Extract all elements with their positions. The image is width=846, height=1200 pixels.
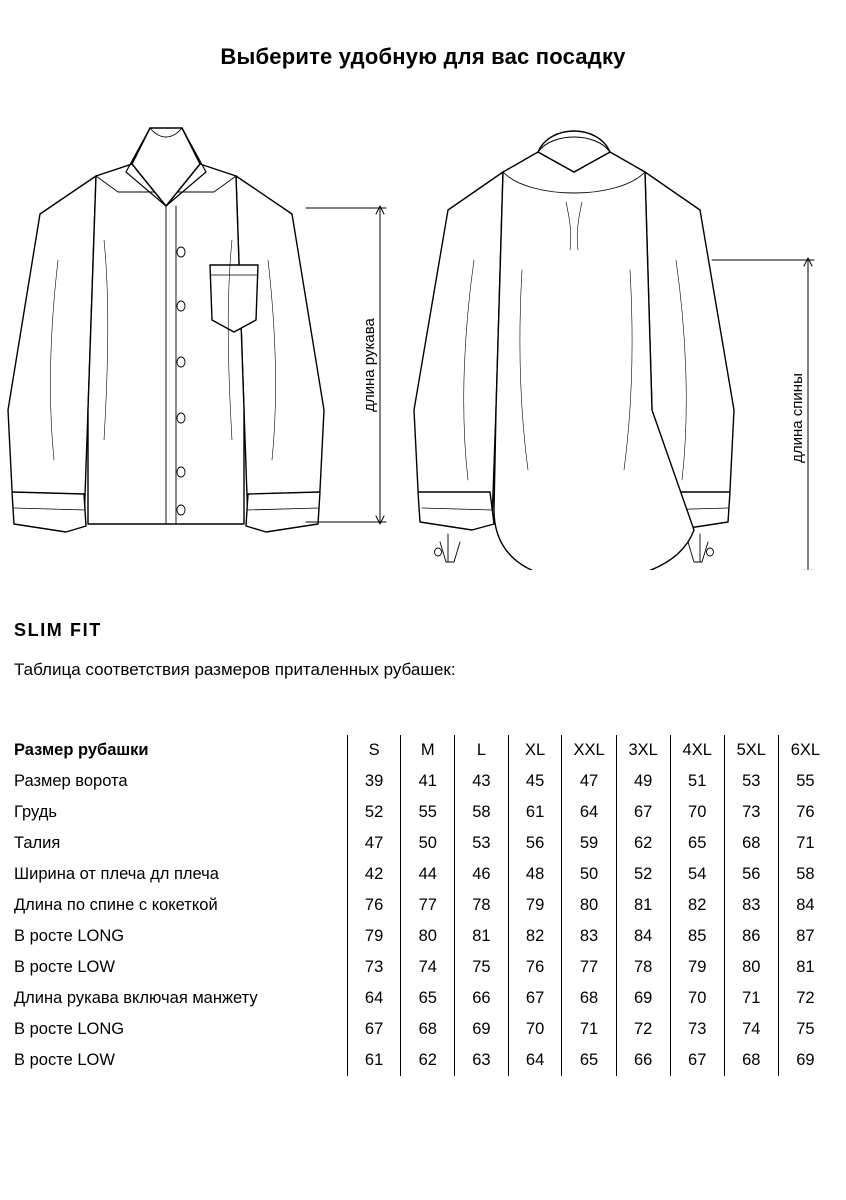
measurement-value: 52 <box>616 859 670 890</box>
measurement-value: 42 <box>347 859 401 890</box>
measurement-value: 43 <box>455 766 509 797</box>
measurement-value: 75 <box>778 1014 832 1045</box>
measurement-value: 56 <box>508 828 562 859</box>
measurement-value: 71 <box>724 983 778 1014</box>
measurement-value: 87 <box>778 921 832 952</box>
measurement-value: 55 <box>401 797 455 828</box>
table-row <box>14 828 832 859</box>
measurement-value: 82 <box>670 890 724 921</box>
measurement-value: 62 <box>401 1045 455 1076</box>
measurement-label: В росте LOW <box>14 958 115 976</box>
size-column-header: S <box>347 735 401 766</box>
table-row <box>14 797 832 828</box>
measurement-value: 66 <box>616 1045 670 1076</box>
measurement-value: 68 <box>401 1014 455 1045</box>
measurement-value: 72 <box>616 1014 670 1045</box>
measurement-value: 84 <box>778 890 832 921</box>
measurement-value: 84 <box>616 921 670 952</box>
size-column-header: 4XL <box>670 735 724 766</box>
measurement-value: 86 <box>724 921 778 952</box>
table-row <box>14 1045 832 1076</box>
measurement-value: 67 <box>508 983 562 1014</box>
measurement-value: 75 <box>455 952 509 983</box>
measurement-value: 80 <box>724 952 778 983</box>
measurement-value: 79 <box>347 921 401 952</box>
measurement-value: 69 <box>778 1045 832 1076</box>
measurement-value: 45 <box>508 766 562 797</box>
measurement-value: 49 <box>616 766 670 797</box>
measurement-value: 74 <box>724 1014 778 1045</box>
sleeve-length-label: длина рукава <box>361 318 378 412</box>
table-row <box>14 983 832 1014</box>
size-column-header: 3XL <box>616 735 670 766</box>
measurement-value: 81 <box>455 921 509 952</box>
measurement-value: 63 <box>455 1045 509 1076</box>
measurement-value: 70 <box>670 983 724 1014</box>
measurement-value: 67 <box>616 797 670 828</box>
measurement-value: 47 <box>347 828 401 859</box>
measurement-label: В росте LONG <box>14 927 125 945</box>
size-column-header: XXL <box>562 735 616 766</box>
measurement-value: 71 <box>562 1014 616 1045</box>
measurement-value: 59 <box>562 828 616 859</box>
measurement-value: 78 <box>455 890 509 921</box>
measurement-value: 72 <box>778 983 832 1014</box>
measurement-value: 55 <box>778 766 832 797</box>
measurement-value: 48 <box>508 859 562 890</box>
measurement-value: 79 <box>508 890 562 921</box>
measurement-value: 82 <box>508 921 562 952</box>
measurement-value: 79 <box>670 952 724 983</box>
measurement-value: 61 <box>347 1045 401 1076</box>
measurement-label: В росте LOW <box>14 1051 115 1069</box>
measurement-value: 81 <box>616 890 670 921</box>
front-shirt-technical-drawing <box>8 128 324 532</box>
shirt-diagrams-svg <box>0 110 846 570</box>
measurement-value: 69 <box>616 983 670 1014</box>
measurement-value: 74 <box>401 952 455 983</box>
measurement-value: 66 <box>455 983 509 1014</box>
size-column-header: M <box>401 735 455 766</box>
measurement-value: 47 <box>562 766 616 797</box>
size-table-head <box>14 735 832 766</box>
measurement-value: 78 <box>616 952 670 983</box>
measurement-value: 65 <box>401 983 455 1014</box>
fit-subtitle: Таблица соответствия размеров приталенных рубашек: <box>14 660 456 679</box>
measurement-value: 80 <box>401 921 455 952</box>
measurement-value: 76 <box>778 797 832 828</box>
measurement-value: 44 <box>401 859 455 890</box>
measurement-value: 80 <box>562 890 616 921</box>
size-table-container <box>14 735 832 1076</box>
measurement-value: 58 <box>778 859 832 890</box>
size-column-header: L <box>455 735 509 766</box>
measurement-value: 56 <box>724 859 778 890</box>
measurement-value: 64 <box>347 983 401 1014</box>
back-shirt-technical-drawing <box>414 131 734 570</box>
measurement-value: 76 <box>347 890 401 921</box>
measurement-value: 61 <box>508 797 562 828</box>
measurement-value: 64 <box>508 1045 562 1076</box>
measurement-value: 39 <box>347 766 401 797</box>
measurement-value: 83 <box>724 890 778 921</box>
table-row <box>14 859 832 890</box>
measurement-value: 70 <box>508 1014 562 1045</box>
table-row <box>14 921 832 952</box>
measurement-value: 73 <box>724 797 778 828</box>
measurement-value: 85 <box>670 921 724 952</box>
measurement-label: Длина рукава включая манжету <box>14 989 258 1007</box>
measurement-value: 64 <box>562 797 616 828</box>
measurement-value: 67 <box>670 1045 724 1076</box>
measurement-value: 41 <box>401 766 455 797</box>
measurement-value: 73 <box>347 952 401 983</box>
size-table-body <box>14 766 832 1076</box>
measurement-value: 53 <box>724 766 778 797</box>
back-length-label: длина спины <box>789 373 806 463</box>
table-row <box>14 766 832 797</box>
measurement-value: 68 <box>724 1045 778 1076</box>
measurement-label: Длина по спине с кокеткой <box>14 896 218 914</box>
measurement-label: Ширина от плеча дл плеча <box>14 865 219 883</box>
measurement-value: 70 <box>670 797 724 828</box>
measurement-value: 54 <box>670 859 724 890</box>
table-row <box>14 952 832 983</box>
size-table <box>14 735 832 1076</box>
table-row <box>14 890 832 921</box>
measurement-label: Размер ворота <box>14 772 128 790</box>
table-row <box>14 1014 832 1045</box>
measurement-value: 65 <box>562 1045 616 1076</box>
measurement-value: 83 <box>562 921 616 952</box>
measurement-value: 53 <box>455 828 509 859</box>
measurement-value: 65 <box>670 828 724 859</box>
size-column-header: 5XL <box>724 735 778 766</box>
measurement-value: 58 <box>455 797 509 828</box>
measurement-value: 81 <box>778 952 832 983</box>
measurement-value: 76 <box>508 952 562 983</box>
measurement-value: 73 <box>670 1014 724 1045</box>
size-column-header: 6XL <box>778 735 832 766</box>
measurement-value: 77 <box>562 952 616 983</box>
measurement-value: 71 <box>778 828 832 859</box>
measurement-value: 51 <box>670 766 724 797</box>
measurement-label: В росте LONG <box>14 1020 125 1038</box>
measurement-label: Грудь <box>14 803 57 821</box>
measurement-value: 46 <box>455 859 509 890</box>
size-column-header: XL <box>508 735 562 766</box>
measurement-value: 50 <box>401 828 455 859</box>
measurement-label: Талия <box>14 834 61 852</box>
measurement-value: 50 <box>562 859 616 890</box>
measurement-value: 68 <box>724 828 778 859</box>
measurement-value: 52 <box>347 797 401 828</box>
shirt-illustrations <box>0 110 846 570</box>
measurement-value: 68 <box>562 983 616 1014</box>
page-title: Выберите удобную для вас посадку <box>220 44 626 69</box>
measurement-value: 62 <box>616 828 670 859</box>
measurement-value: 67 <box>347 1014 401 1045</box>
header-label: Размер рубашки <box>14 741 149 759</box>
measurement-value: 69 <box>455 1014 509 1045</box>
measurement-value: 77 <box>401 890 455 921</box>
fit-heading: SLIM FIT <box>14 620 102 640</box>
table-header-row <box>14 735 832 766</box>
